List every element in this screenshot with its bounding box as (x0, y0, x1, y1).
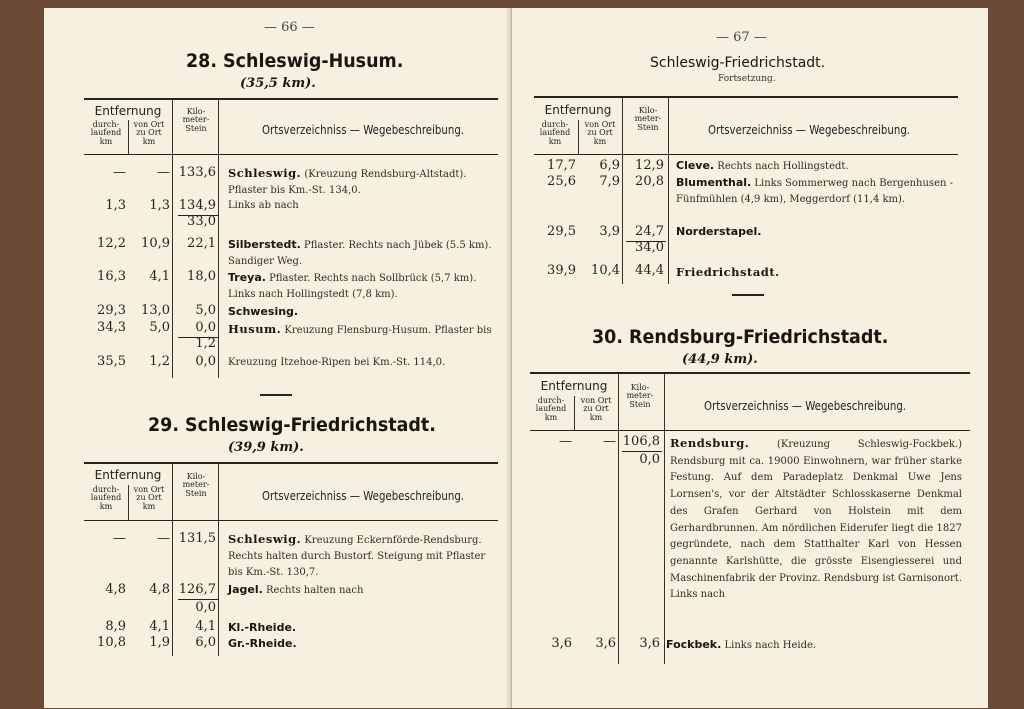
rowc-2-durch: 25,6 (547, 174, 576, 189)
row28-6-durch: 34,3 (97, 320, 126, 335)
header-durchlaufend: durch- laufend km (90, 120, 122, 146)
row29-1-km: 131,5 (178, 531, 216, 546)
page-number-left: — 66 — (264, 20, 315, 35)
row29-2-desc: Jagel. Rechts halten nach (228, 583, 364, 596)
row29-4-desc: Gr.-Rheide. (228, 637, 297, 650)
table-28-top-rule (84, 98, 498, 100)
section-28-title: 28. Schleswig-Husum. (186, 50, 404, 72)
header-durchlaufend-29: durch- laufend km (90, 485, 122, 511)
rowc-2-von: 7,9 (599, 174, 620, 189)
row29-2-von: 4,8 (149, 582, 170, 597)
header-ortsverzeichniss-30: Ortsverzeichniss — Wegebeschreibung. (704, 399, 907, 413)
row28-4-durch: 16,3 (97, 269, 126, 284)
rowc-1-durch: 17,7 (547, 158, 576, 173)
row30-1b-km: 0,0 (639, 452, 660, 467)
section-29-distance: (39,9 km). (228, 440, 304, 455)
row28-4-desc: Treya. Pflaster. Rechts nach Sollbrück (5,7 km). Links nach Hollingstedt (7,8 km). (228, 271, 477, 300)
continuation-subtitle: Fortsetzung. (718, 74, 776, 84)
row29-3-von: 4,1 (149, 619, 170, 634)
header-von-ort-30: von Ort zu Ort km (580, 396, 612, 422)
row28-1-von: — (157, 165, 170, 180)
row28-3-durch: 12,2 (97, 236, 126, 251)
row29-3-desc: Kl.-Rheide. (228, 621, 297, 634)
section-30-distance: (44,9 km). (682, 352, 758, 367)
row30-1-von: — (603, 434, 616, 449)
rowc-4-km: 44,4 (635, 263, 664, 278)
section-separator-right (732, 294, 764, 296)
rowc-2-km: 20,8 (635, 174, 664, 189)
row28-7-von: 1,2 (149, 354, 170, 369)
row28-2-desc: Links ab nach (228, 200, 299, 211)
row28-6-km: 0,0 (195, 320, 216, 335)
row29-2b-km: 0,0 (195, 600, 216, 615)
header-ortsverzeichniss-29: Ortsverzeichniss — Wegebeschreibung. (262, 489, 465, 503)
rowc-1-km: 12,9 (635, 158, 664, 173)
row29-3-km: 4,1 (195, 619, 216, 634)
row30-2-desc: Fockbek. Links nach Heide. (666, 638, 817, 651)
row30-2-von: 3,6 (595, 636, 616, 651)
rowc-3-durch: 29,5 (547, 224, 576, 239)
row28-3-km: 22,1 (187, 236, 216, 251)
row28-5-desc: Schwesing. (228, 305, 299, 318)
table-29-header-rule (84, 520, 498, 521)
row29-1-desc: Schleswig. Kreuzung Eckernförde-Rendsburg. Rechts halten durch Bustorf. Steigung mit Pflaster bis Km.-St. 130,7. (228, 532, 486, 578)
row30-1-km: 106,8 (622, 434, 660, 449)
section-separator-left (260, 394, 292, 396)
row28-4-von: 4,1 (149, 269, 170, 284)
header-kilometer-stein: Kilo- meter- Stein (182, 107, 210, 133)
row30-1-durch: — (559, 434, 572, 449)
header-durchlaufend-r: durch- laufend km (539, 120, 571, 146)
row28-1-desc: Schleswig. (Kreuzung Rendsburg-Altstadt). Pflaster bis Km.-St. 134,0. (228, 166, 467, 196)
rowc-3b-km: 34,0 (635, 240, 664, 255)
table-cont-top-rule (534, 96, 958, 98)
row29-4-km: 6,0 (195, 635, 216, 650)
row29-4-durch: 10,8 (97, 635, 126, 650)
rowc-4-desc: Friedrichstadt. (676, 265, 780, 279)
header-kilometer-stein-r: Kilo- meter- Stein (634, 106, 662, 132)
header-von-ort: von Ort zu Ort km (133, 120, 165, 146)
header-von-ort-29: von Ort zu Ort km (133, 485, 165, 511)
table-28-header-rule (84, 154, 498, 155)
header-entfernung-30: Entfernung (540, 379, 608, 393)
header-kilometer-stein-30: Kilo- meter- Stein (626, 383, 654, 409)
section-30-title: 30. Rendsburg-Friedrichstadt. (592, 326, 889, 348)
header-ortsverzeichniss-r: Ortsverzeichniss — Wegebeschreibung. (708, 123, 911, 137)
row28-2-durch: 1,3 (105, 198, 126, 213)
row28-6b-km: 1,2 (195, 336, 216, 351)
row28-2b-km: 33,0 (187, 214, 216, 229)
row28-3-desc: Silberstedt. Pflaster. Rechts nach Jübek (5.5 km). Sandiger Weg. (228, 238, 492, 267)
rowc-3-von: 3,9 (599, 224, 620, 239)
row29-4-von: 1,9 (149, 635, 170, 650)
row28-4-km: 18,0 (187, 269, 216, 284)
header-entfernung-29: Entfernung (94, 468, 162, 482)
row29-2-km: 126,7 (178, 582, 216, 597)
page-number-right: — 67 — (716, 30, 767, 45)
row30-1-desc: Rendsburg. (Kreuzung Schleswig-Fockbek.) Rendsburg mit ca. 19000 Einwohnern, war früher starke Festung. Auf dem Paradeplatz Denkmal Uwe Jens Lornsen's, vor der Altstädter Schlosskaserne Denkmal des Grafen Gerhard von Holstein mit dem Gerhardbrunnen. Am nördlichen Eiderufer liegt die 1827 gegründete, nach dem Statthalter Karl von Hessen genannte Karlshütte, die grösste Eisengiesserei und Maschinenfabrik der Provinz. Rendsburg ist Garnisonort. Links nach (670, 436, 962, 601)
table-30-top-rule (530, 372, 970, 374)
row29-2-durch: 4,8 (105, 582, 126, 597)
rowc-4-durch: 39,9 (547, 263, 576, 278)
left-page (44, 8, 512, 708)
rowc-1-desc: Cleve. Rechts nach Hollingstedt. (676, 159, 849, 172)
rowc-4-von: 10,4 (591, 263, 620, 278)
row30-2-durch: 3,6 (551, 636, 572, 651)
header-durchlaufend-30: durch- laufend km (535, 396, 567, 422)
row28-6-desc: Husum. Kreuzung Flensburg-Husum. Pflaster bis (228, 322, 492, 336)
right-page (512, 8, 988, 708)
row28-5-durch: 29,3 (97, 303, 126, 318)
row28-2-km: 134,9 (178, 198, 216, 213)
row29-3-durch: 8,9 (105, 619, 126, 634)
row29-1-von: — (157, 531, 170, 546)
header-entfernung-r: Entfernung (544, 103, 612, 117)
row28-2-von: 1,3 (149, 198, 170, 213)
table-30-header-rule (530, 430, 970, 431)
row30-2-km: 3,6 (639, 636, 660, 651)
header-von-ort-r: von Ort zu Ort km (584, 120, 616, 146)
row28-6-von: 5,0 (149, 320, 170, 335)
row28-7-km: 0,0 (195, 354, 216, 369)
row28-5-von: 13,0 (141, 303, 170, 318)
row28-7-durch: 35,5 (97, 354, 126, 369)
rowc-1-von: 6,9 (599, 158, 620, 173)
row29-1-durch: — (113, 531, 126, 546)
header-kilometer-stein-29: Kilo- meter- Stein (182, 472, 210, 498)
rowc-3-desc: Norderstapel. (676, 225, 762, 238)
rowc-3-km: 24,7 (635, 224, 664, 239)
row28-1-km: 133,6 (178, 165, 216, 180)
section-29-title: 29. Schleswig-Friedrichstadt. (148, 414, 436, 436)
table-cont-header-rule (534, 154, 958, 155)
table-29-top-rule (84, 462, 498, 464)
section-28-distance: (35,5 km). (240, 76, 316, 91)
continuation-title: Schleswig-Friedrichstadt. (650, 55, 826, 71)
row28-5-km: 5,0 (195, 303, 216, 318)
header-entfernung: Entfernung (94, 104, 162, 118)
header-ortsverzeichniss: Ortsverzeichniss — Wegebeschreibung. (262, 123, 465, 137)
row28-3-von: 10,9 (141, 236, 170, 251)
row28-7-desc: Kreuzung Itzehoe-Ripen bei Km.-St. 114,0. (228, 357, 446, 368)
row28-1-durch: — (113, 165, 126, 180)
rowc-2-desc: Blumenthal. Links Sommerweg nach Bergenhusen - Fünfmühlen (4,9 km), Meggerdorf (11,4 km). (676, 176, 953, 205)
